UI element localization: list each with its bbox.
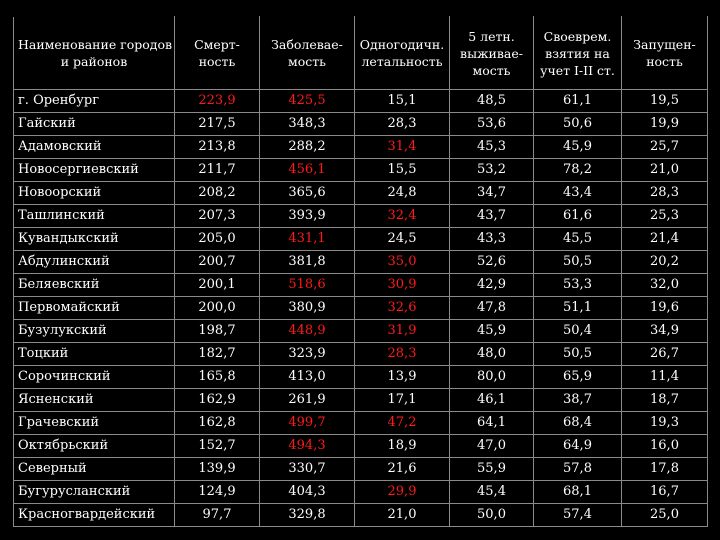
value-cell: 31,9	[355, 320, 450, 343]
value-cell: 19,3	[622, 412, 708, 435]
value-cell: 30,9	[355, 274, 450, 297]
header-line: Одногодичн.	[359, 37, 445, 52]
value-cell: 19,5	[622, 90, 708, 113]
value-cell: 48,0	[450, 343, 534, 366]
column-header-6	[622, 17, 708, 90]
value-cell: 162,9	[175, 389, 260, 412]
value-cell: 42,9	[450, 274, 534, 297]
value-cell: 78,2	[534, 159, 622, 182]
value-cell: 431,1	[260, 228, 355, 251]
table-row	[14, 458, 708, 481]
value-cell: 26,7	[622, 343, 708, 366]
value-cell: 18,9	[355, 435, 450, 458]
header-line: мость	[472, 62, 511, 78]
value-cell: 43,7	[450, 205, 534, 228]
value-cell: 207,3	[175, 205, 260, 228]
header-line: учет I-II ст.	[540, 62, 615, 78]
value-cell: 68,4	[534, 412, 622, 435]
value-cell: 18,7	[622, 389, 708, 412]
value-cell: 330,7	[260, 458, 355, 481]
column-header-5	[534, 17, 622, 90]
value-cell: 24,5	[355, 228, 450, 251]
value-cell: 211,7	[175, 159, 260, 182]
value-cell: 348,3	[260, 113, 355, 136]
value-cell: 50,6	[534, 113, 622, 136]
row-name-cell: Беляевский	[14, 274, 175, 297]
row-name-cell: Сорочинский	[14, 366, 175, 389]
value-cell: 50,0	[450, 504, 534, 527]
value-cell: 21,0	[622, 159, 708, 182]
value-cell: 393,9	[260, 205, 355, 228]
value-cell: 16,7	[622, 481, 708, 504]
row-name-cell: Кувандыкский	[14, 228, 175, 251]
value-cell: 198,7	[175, 320, 260, 343]
table-row	[14, 343, 708, 366]
value-cell: 97,7	[175, 504, 260, 527]
value-cell: 21,6	[355, 458, 450, 481]
header-line: Запущен-	[633, 37, 696, 52]
value-cell: 34,9	[622, 320, 708, 343]
header-line: Заболевае-	[271, 37, 343, 52]
value-cell: 45,3	[450, 136, 534, 159]
table-row	[14, 504, 708, 527]
table-row	[14, 435, 708, 458]
row-name-cell: г. Оренбург	[14, 90, 175, 113]
value-cell: 365,6	[260, 182, 355, 205]
table-row	[14, 366, 708, 389]
value-cell: 182,7	[175, 343, 260, 366]
table-row	[14, 205, 708, 228]
value-cell: 53,6	[450, 113, 534, 136]
value-cell: 32,0	[622, 274, 708, 297]
value-cell: 47,0	[450, 435, 534, 458]
row-name-cell: Красногвардейский	[14, 504, 175, 527]
row-name-cell: Абдулинский	[14, 251, 175, 274]
value-cell: 35,0	[355, 251, 450, 274]
header-line: ность	[646, 54, 683, 69]
column-header-0	[14, 17, 175, 90]
header-line: мость	[288, 54, 326, 69]
row-name-cell: Гайский	[14, 113, 175, 136]
value-cell: 323,9	[260, 343, 355, 366]
value-cell: 38,7	[534, 389, 622, 412]
value-cell: 329,8	[260, 504, 355, 527]
column-header-4	[450, 17, 534, 90]
value-cell: 494,3	[260, 435, 355, 458]
value-cell: 68,1	[534, 481, 622, 504]
value-cell: 61,6	[534, 205, 622, 228]
cancer-stats-table	[13, 16, 708, 527]
value-cell: 50,5	[534, 251, 622, 274]
value-cell: 34,7	[450, 182, 534, 205]
table-body	[14, 90, 708, 527]
value-cell: 11,4	[622, 366, 708, 389]
row-name-cell: Новосергиевский	[14, 159, 175, 182]
value-cell: 32,4	[355, 205, 450, 228]
value-cell: 499,7	[260, 412, 355, 435]
row-name-cell: Бугурусланский	[14, 481, 175, 504]
value-cell: 57,4	[534, 504, 622, 527]
value-cell: 50,4	[534, 320, 622, 343]
value-cell: 21,0	[355, 504, 450, 527]
value-cell: 15,5	[355, 159, 450, 182]
value-cell: 46,1	[450, 389, 534, 412]
header-line: и районов	[60, 54, 128, 69]
column-header-1	[175, 17, 260, 90]
table-row	[14, 159, 708, 182]
value-cell: 20,2	[622, 251, 708, 274]
value-cell: 25,3	[622, 205, 708, 228]
value-cell: 208,2	[175, 182, 260, 205]
value-cell: 205,0	[175, 228, 260, 251]
header-line: 5 летн.	[468, 28, 515, 44]
table-row	[14, 297, 708, 320]
value-cell: 13,9	[355, 366, 450, 389]
table-row	[14, 274, 708, 297]
value-cell: 25,7	[622, 136, 708, 159]
row-name-cell: Ташлинский	[14, 205, 175, 228]
value-cell: 223,9	[175, 90, 260, 113]
value-cell: 28,3	[355, 113, 450, 136]
row-name-cell: Тоцкий	[14, 343, 175, 366]
stats-table-container	[13, 16, 707, 527]
value-cell: 57,8	[534, 458, 622, 481]
value-cell: 32,6	[355, 297, 450, 320]
table-row	[14, 136, 708, 159]
value-cell: 380,9	[260, 297, 355, 320]
header-line: ность	[198, 54, 236, 69]
value-cell: 65,9	[534, 366, 622, 389]
value-cell: 15,1	[355, 90, 450, 113]
value-cell: 152,7	[175, 435, 260, 458]
row-name-cell: Ясненский	[14, 389, 175, 412]
column-header-2	[260, 17, 355, 90]
value-cell: 24,8	[355, 182, 450, 205]
value-cell: 124,9	[175, 481, 260, 504]
table-row	[14, 412, 708, 435]
value-cell: 64,1	[450, 412, 534, 435]
value-cell: 456,1	[260, 159, 355, 182]
header-line: Смерт-	[194, 37, 240, 52]
header-line: взятия на	[545, 45, 610, 61]
value-cell: 16,0	[622, 435, 708, 458]
row-name-cell: Северный	[14, 458, 175, 481]
value-cell: 45,9	[534, 136, 622, 159]
table-row	[14, 251, 708, 274]
value-cell: 53,2	[450, 159, 534, 182]
table-row	[14, 90, 708, 113]
value-cell: 139,9	[175, 458, 260, 481]
value-cell: 448,9	[260, 320, 355, 343]
value-cell: 31,4	[355, 136, 450, 159]
value-cell: 47,2	[355, 412, 450, 435]
value-cell: 200,7	[175, 251, 260, 274]
value-cell: 45,5	[534, 228, 622, 251]
value-cell: 25,0	[622, 504, 708, 527]
value-cell: 53,3	[534, 274, 622, 297]
value-cell: 288,2	[260, 136, 355, 159]
value-cell: 48,5	[450, 90, 534, 113]
value-cell: 413,0	[260, 366, 355, 389]
value-cell: 404,3	[260, 481, 355, 504]
column-header-3	[355, 17, 450, 90]
value-cell: 200,0	[175, 297, 260, 320]
value-cell: 213,8	[175, 136, 260, 159]
value-cell: 61,1	[534, 90, 622, 113]
value-cell: 52,6	[450, 251, 534, 274]
row-name-cell: Октябрьский	[14, 435, 175, 458]
value-cell: 17,1	[355, 389, 450, 412]
value-cell: 29,9	[355, 481, 450, 504]
value-cell: 162,8	[175, 412, 260, 435]
value-cell: 80,0	[450, 366, 534, 389]
row-name-cell: Первомайский	[14, 297, 175, 320]
value-cell: 17,8	[622, 458, 708, 481]
table-row	[14, 481, 708, 504]
value-cell: 47,8	[450, 297, 534, 320]
table-row	[14, 320, 708, 343]
value-cell: 381,8	[260, 251, 355, 274]
header-row	[14, 17, 708, 90]
value-cell: 19,6	[622, 297, 708, 320]
value-cell: 45,4	[450, 481, 534, 504]
value-cell: 43,4	[534, 182, 622, 205]
value-cell: 518,6	[260, 274, 355, 297]
row-name-cell: Адамовский	[14, 136, 175, 159]
table-row	[14, 389, 708, 412]
value-cell: 200,1	[175, 274, 260, 297]
header-line: выживае-	[460, 45, 523, 61]
table-row	[14, 182, 708, 205]
value-cell: 217,5	[175, 113, 260, 136]
value-cell: 165,8	[175, 366, 260, 389]
value-cell: 28,3	[355, 343, 450, 366]
value-cell: 28,3	[622, 182, 708, 205]
value-cell: 45,9	[450, 320, 534, 343]
value-cell: 55,9	[450, 458, 534, 481]
header-line: Наименование городов	[18, 37, 173, 52]
row-name-cell: Грачевский	[14, 412, 175, 435]
table-row	[14, 113, 708, 136]
value-cell: 425,5	[260, 90, 355, 113]
header-line: Своеврем.	[543, 28, 612, 44]
value-cell: 261,9	[260, 389, 355, 412]
value-cell: 50,5	[534, 343, 622, 366]
row-name-cell: Новоорский	[14, 182, 175, 205]
value-cell: 64,9	[534, 435, 622, 458]
value-cell: 21,4	[622, 228, 708, 251]
row-name-cell: Бузулукский	[14, 320, 175, 343]
value-cell: 43,3	[450, 228, 534, 251]
table-row	[14, 228, 708, 251]
value-cell: 51,1	[534, 297, 622, 320]
header-line: летальность	[361, 54, 443, 69]
value-cell: 19,9	[622, 113, 708, 136]
